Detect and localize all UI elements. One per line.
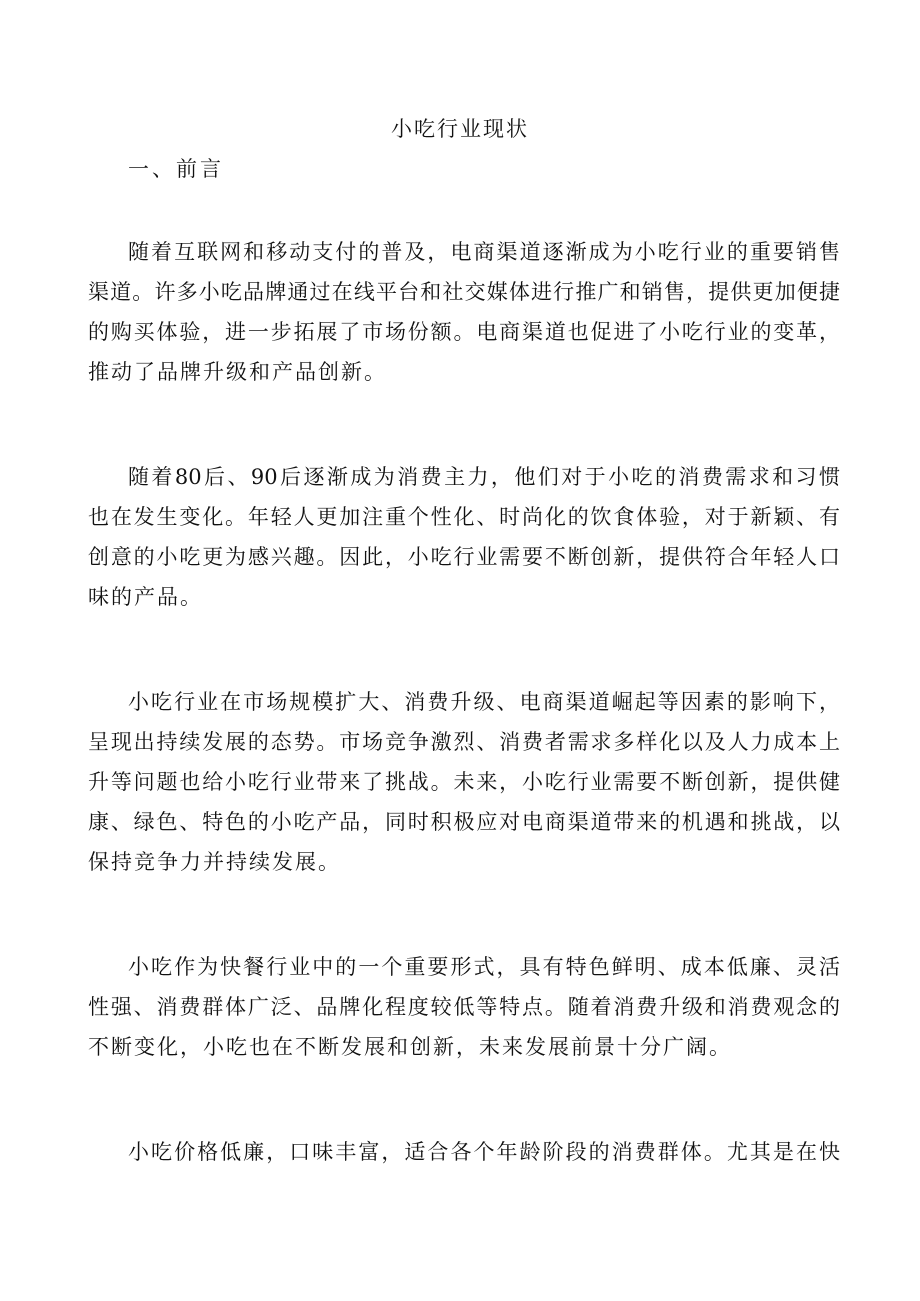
text-line: 呈现出持续发展的态势。市场竞争激烈、消费者需求多样化以及人力成本上 (88, 730, 840, 754)
text-line: 性强、消费群体广泛、品牌化程度较低等特点。随着消费升级和消费观念的 (88, 995, 840, 1019)
text-line: 小吃行业在市场规模扩大、消费升级、电商渠道崛起等因素的影响下， (128, 690, 840, 714)
text-line: 也在发生变化。年轻人更加注重个性化、时尚化的饮食体验，对于新颖、有 (88, 505, 840, 529)
text-line: 康、绿色、特色的小吃产品，同时积极应对电商渠道带来的机遇和挑战，以 (88, 810, 840, 834)
section-heading: 一、前言 (128, 157, 224, 181)
text-line: 随着互联网和移动支付的普及，电商渠道逐渐成为小吃行业的重要销售 (128, 240, 840, 264)
text-line: 升等问题也给小吃行业带来了挑战。未来，小吃行业需要不断创新，提供健 (88, 770, 840, 794)
text-line: 随着80后、90后逐渐成为消费主力，他们对于小吃的消费需求和习惯 (128, 465, 840, 489)
text-line: 味的产品。 (88, 585, 203, 609)
text-line: 小吃价格低廉，口味丰富，适合各个年龄阶段的消费群体。尤其是在快 (128, 1140, 840, 1164)
text-line: 创意的小吃更为感兴趣。因此，小吃行业需要不断创新，提供符合年轻人口 (88, 545, 840, 569)
text-line: 推动了品牌升级和产品创新。 (88, 360, 387, 384)
text-line: 保持竞争力并持续发展。 (88, 850, 341, 874)
text-line: 不断变化，小吃也在不断发展和创新，未来发展前景十分广阔。 (88, 1035, 732, 1059)
text-line: 的购买体验，进一步拓展了市场份额。电商渠道也促进了小吃行业的变革， (88, 320, 840, 344)
paragraph-5 (88, 1138, 840, 1178)
paragraph-1 (88, 238, 840, 398)
paragraph-4 (88, 953, 840, 1073)
paragraph-3 (88, 688, 840, 888)
text-line: 小吃作为快餐行业中的一个重要形式，具有特色鲜明、成本低廉、灵活 (128, 955, 840, 979)
text-line: 渠道。许多小吃品牌通过在线平台和社交媒体进行推广和销售，提供更加便捷 (88, 280, 840, 304)
document-title: 小吃行业现状 (391, 117, 529, 141)
paragraph-2 (88, 463, 840, 623)
